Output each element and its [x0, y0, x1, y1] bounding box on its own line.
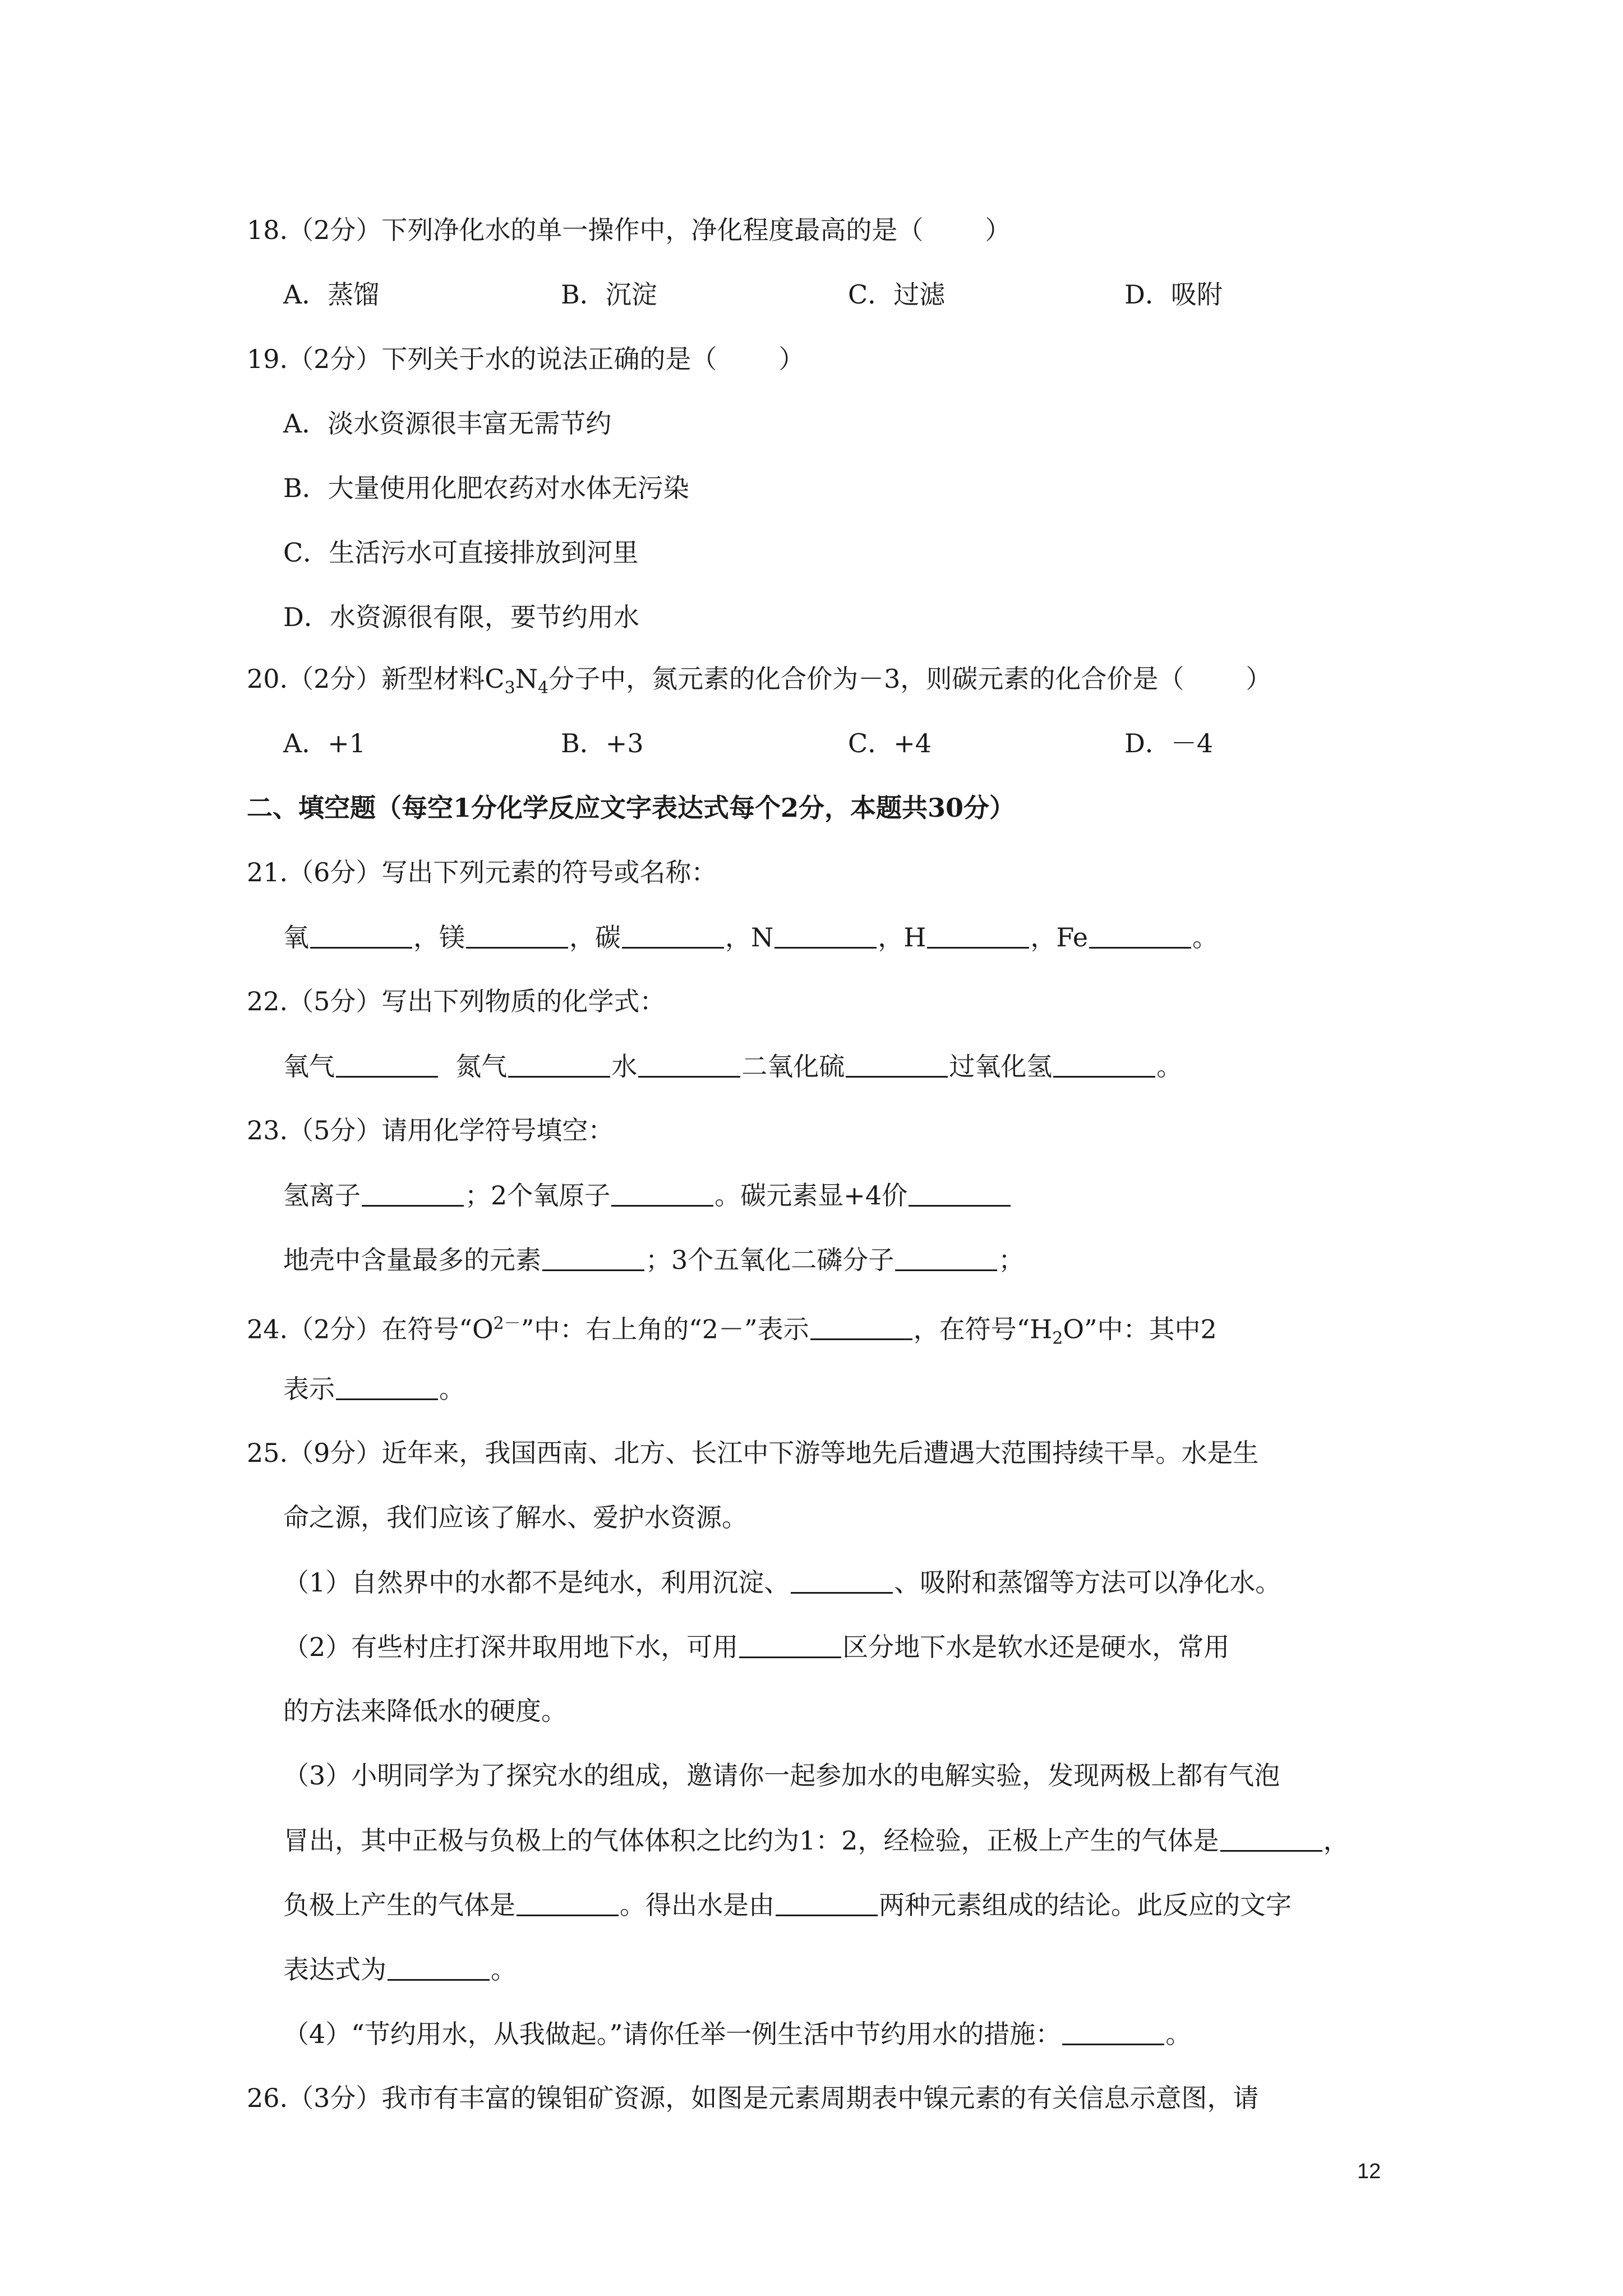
q19-option-c: C．生活污水可直接排放到河里 — [283, 537, 639, 568]
q22-blanks: 氧气 氮气 水 二氧化硫 过氧化氢 。 — [283, 1049, 1182, 1083]
answer-blank[interactable] — [336, 1372, 438, 1400]
q24-line2: 表示 。 — [283, 1372, 465, 1406]
q23-stem: 23.（5分）请用化学符号填空： — [247, 1115, 614, 1145]
q19-option-d: D．水资源很有限，要节约用水 — [283, 602, 639, 632]
q20-option-b: B．+3 — [561, 728, 644, 758]
answer-blank[interactable] — [791, 1565, 893, 1594]
answer-blank[interactable] — [517, 1888, 619, 1916]
answer-blank[interactable] — [638, 1049, 740, 1078]
answer-blank[interactable] — [927, 920, 1029, 949]
q22-stem: 22.（5分）写出下列物质的化学式： — [247, 986, 666, 1016]
answer-blank[interactable] — [362, 1178, 464, 1207]
answer-blank[interactable] — [895, 1243, 997, 1271]
q23-line1: 氢离子 ；2个氧原子 。碳元素显+4价 — [283, 1178, 1012, 1212]
q20-option-c: C．+4 — [848, 728, 932, 758]
q25-line2: 命之源，我们应该了解水、爱护水资源。 — [283, 1502, 748, 1533]
q24-line1: 24.（2分）在符号“$O^{2-}$”中：右上角的“2－”表示 ，在符号“$H_2O$”中：其中2 — [247, 1307, 1217, 1356]
answer-blank[interactable] — [774, 920, 877, 949]
answer-blank[interactable] — [1062, 2017, 1164, 2045]
answer-blank[interactable] — [388, 1952, 490, 1981]
page-number: 12 — [1357, 2160, 1381, 2183]
answer-blank[interactable] — [1220, 1823, 1322, 1852]
answer-blank[interactable] — [810, 1312, 912, 1340]
q18-option-b: B．沉淀 — [561, 279, 657, 310]
q25-line1: 25.（9分）近年来，我国西南、北方、长江中下游等地先后遭遇大范围持续干旱。水是生 — [247, 1438, 1259, 1468]
q25-part2-line2: 的方法来降低水的硬度。 — [283, 1696, 567, 1726]
q18-stem: 18.（2分）下列净化水的单一操作中，净化程度最高的是（ ） — [247, 215, 1011, 245]
answer-blank[interactable] — [336, 1049, 438, 1078]
section-heading-fill-in: 二、填空题（每空1分化学反应文字表达式每个2分，本题共30分） — [247, 793, 1016, 823]
q23-line2: 地壳中含量最多的元素 ；3个五氧化二磷分子 ； — [283, 1243, 1024, 1277]
answer-blank[interactable] — [542, 1243, 644, 1271]
q25-part4: （4）“节约用水，从我做起。”请你任举一例生活中节约用水的措施： 。 — [283, 2017, 1191, 2051]
q21-blanks: 氧 ，镁 ，碳 ，N ，H ，Fe 。 — [283, 920, 1218, 954]
q21-stem: 21.（6分）写出下列元素的符号或名称： — [247, 857, 717, 887]
answer-blank[interactable] — [1053, 1049, 1155, 1078]
q25-part3-line3: 负极上产生的气体是 。得出水是由 两种元素组成的结论。此反应的文字 — [283, 1888, 1292, 1922]
answer-blank[interactable] — [846, 1049, 948, 1078]
q19-option-b: B．大量使用化肥农药对水体无污染 — [283, 473, 689, 503]
answer-blank[interactable] — [508, 1049, 610, 1078]
q25-part1: （1）自然界中的水都不是纯水，利用沉淀、 、吸附和蒸馏等方法可以净化水。 — [283, 1565, 1281, 1599]
q25-part2-line1: （2）有些村庄打深井取用地下水，可用 区分地下水是软水还是硬水，常用 — [283, 1630, 1229, 1664]
answer-blank[interactable] — [622, 920, 724, 949]
q25-part3-line4: 表达式为 。 — [283, 1952, 517, 1986]
q20-option-d: D．－4 — [1124, 728, 1214, 758]
answer-blank[interactable] — [739, 1630, 841, 1658]
q19-option-a: A．淡水资源很丰富无需节约 — [283, 408, 612, 439]
q18-option-c: C．过滤 — [848, 279, 946, 310]
answer-blank[interactable] — [1089, 920, 1191, 949]
q19-stem: 19.（2分）下列关于水的说法正确的是（ ） — [247, 344, 805, 374]
answer-blank[interactable] — [776, 1888, 878, 1916]
q20-option-a: A．+1 — [283, 728, 366, 758]
answer-blank[interactable] — [466, 920, 568, 949]
q18-option-a: A．蒸馏 — [283, 279, 380, 310]
answer-blank[interactable] — [310, 920, 412, 949]
q25-part3-line1: （3）小明同学为了探究水的组成，邀请你一起参加水的电解实验，发现两极上都有气泡 — [283, 1760, 1280, 1791]
q25-part3-line2: 冒出，其中正极与负极上的气体体积之比约为1：2，经检验，正极上产生的气体是 ， — [283, 1823, 1349, 1857]
answer-blank[interactable] — [611, 1178, 713, 1207]
answer-blank[interactable] — [909, 1178, 1011, 1207]
q18-option-d: D．吸附 — [1124, 279, 1223, 310]
q20-stem: 20.（2分）新型材料$C_3N_4$分子中，氮元素的化合价为－3，则碳元素的化合价是（ ） — [247, 664, 1272, 698]
q26-line1: 26.（3分）我市有丰富的镍钼矿资源，如图是元素周期表中镍元素的有关信息示意图，请 — [247, 2083, 1259, 2113]
